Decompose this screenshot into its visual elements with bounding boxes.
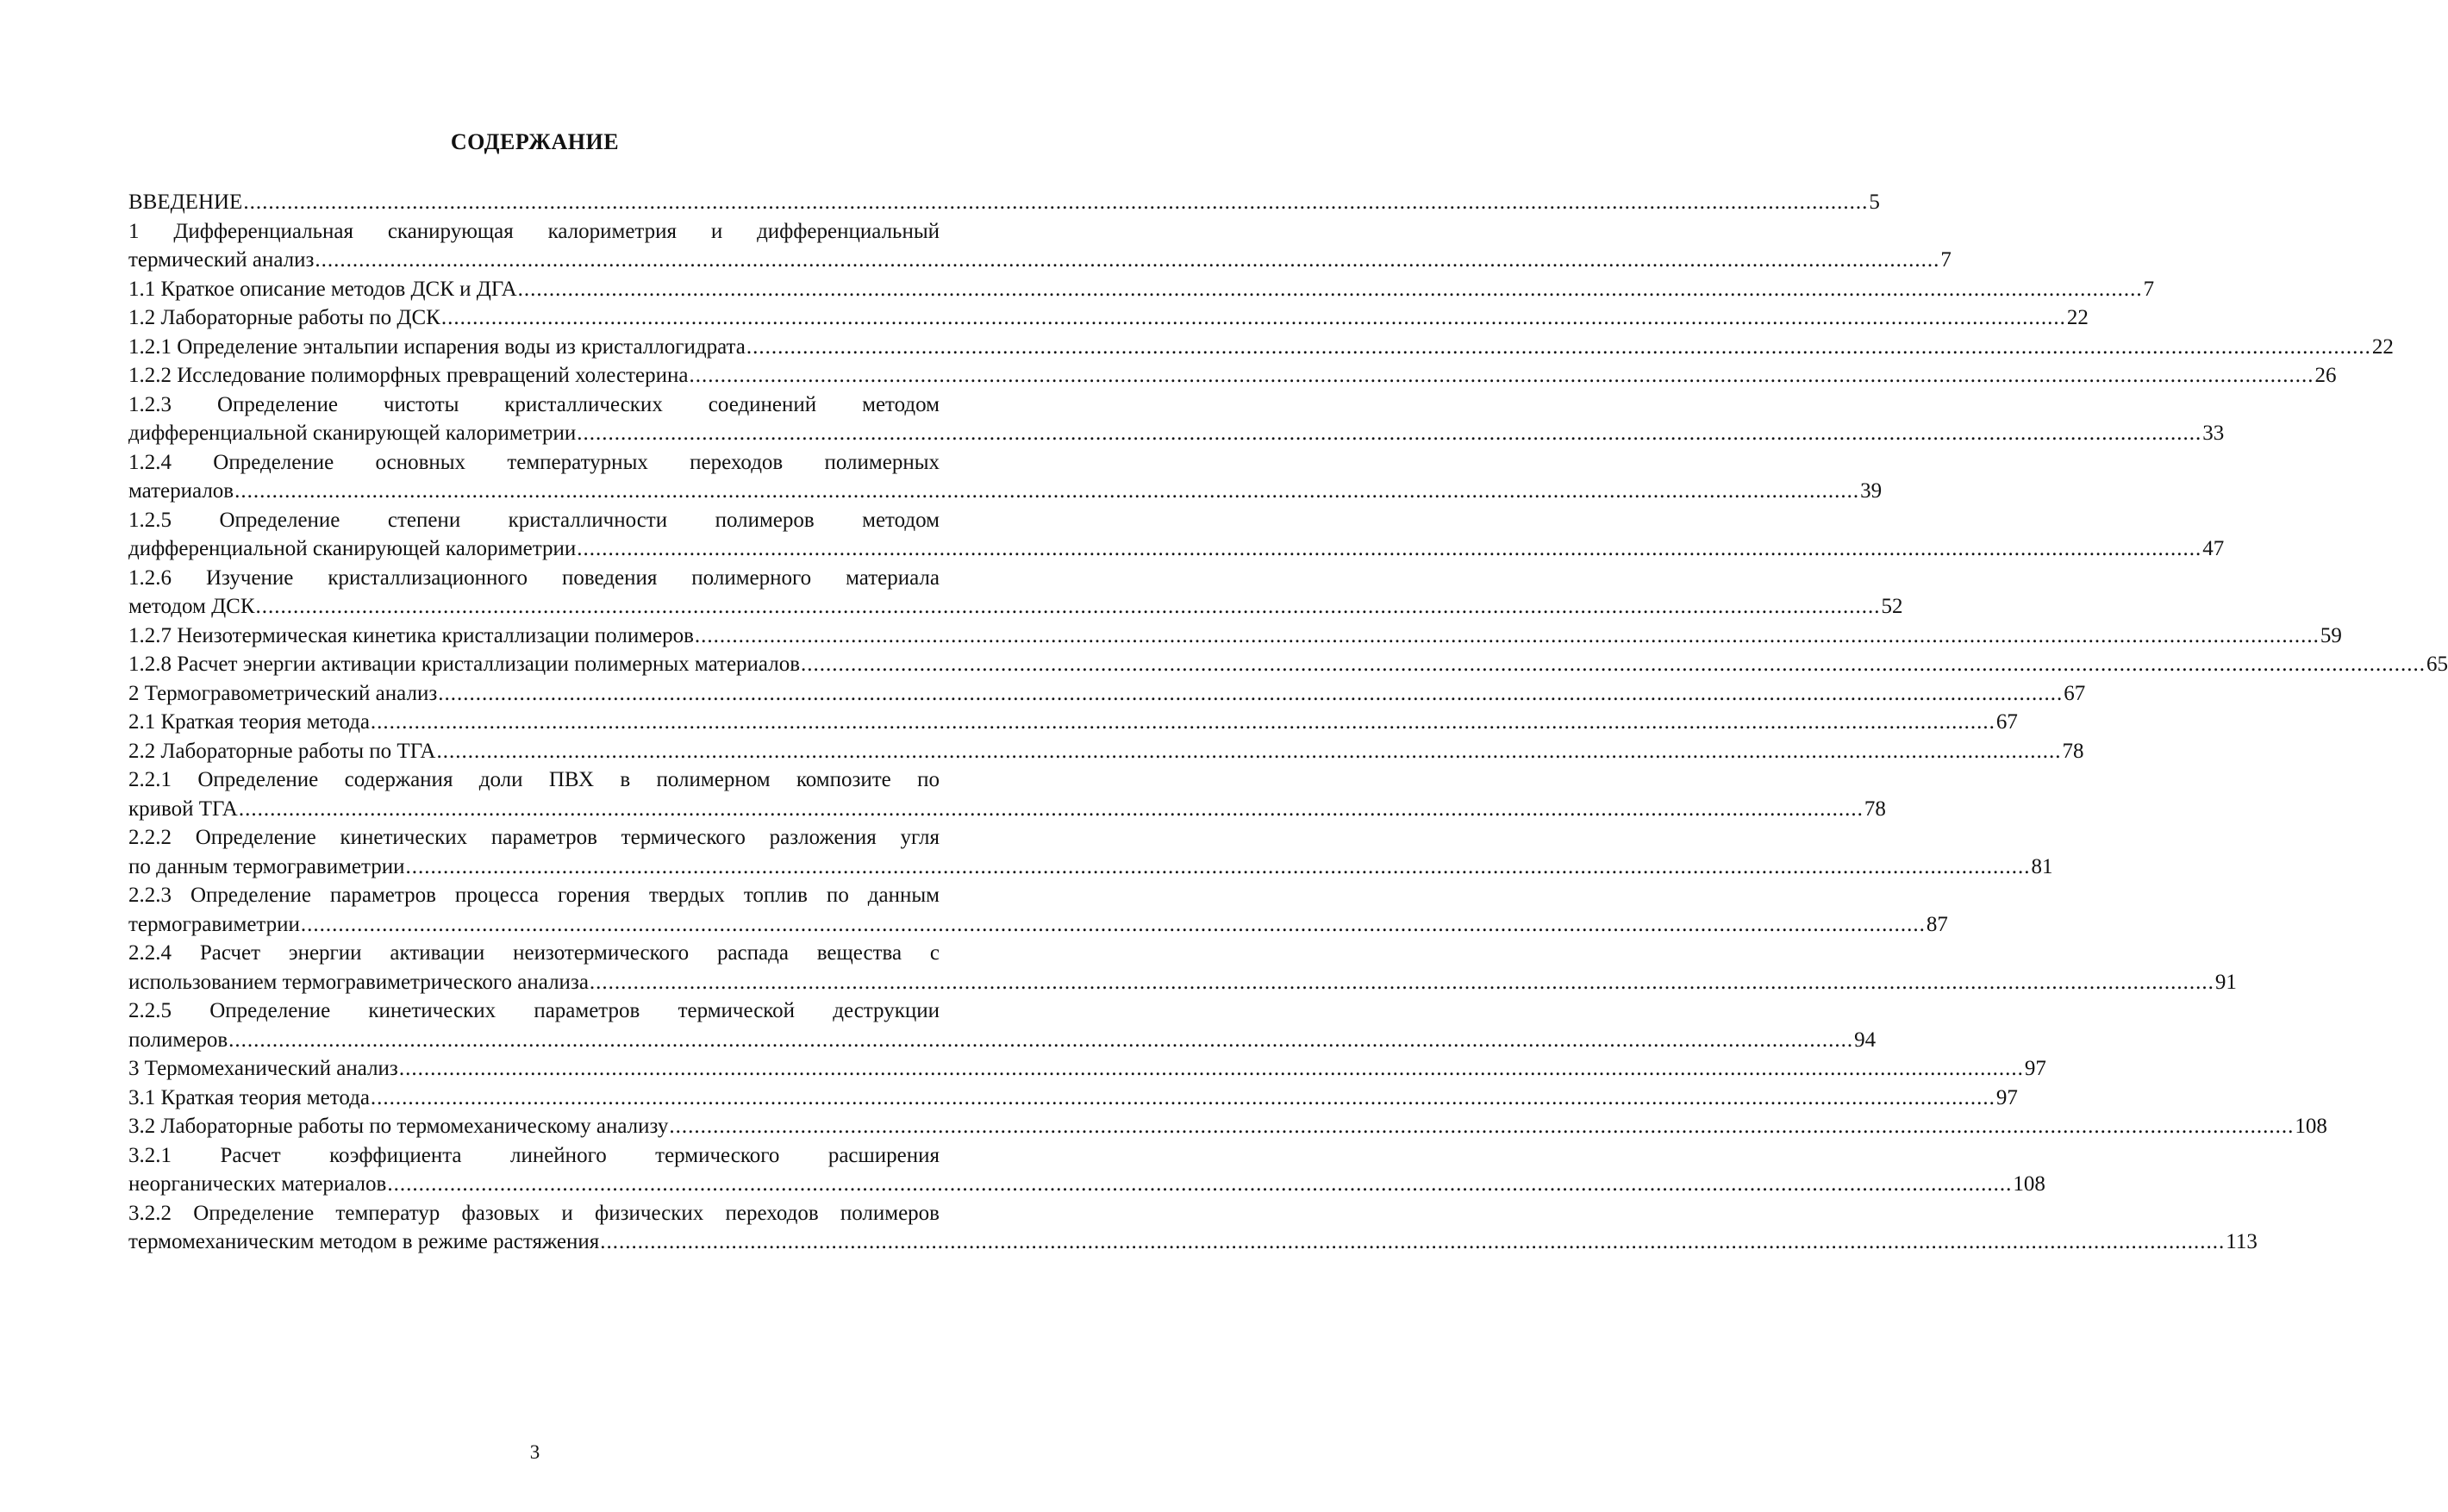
toc-entry-title: термический анализ xyxy=(128,248,315,272)
toc-entry-page: 7 xyxy=(1940,248,1952,272)
toc-entry xyxy=(128,506,2225,564)
dot-leader: .................................................................................................................................................................................................................................................................... xyxy=(577,422,2202,445)
dot-leader: .................................................................................................................................................................................................................................................................... xyxy=(801,653,2426,676)
toc-entry-title: ВВЕДЕНИЕ xyxy=(128,191,243,214)
toc-entry-title: 2.2 Лабораторные работы по ТГА xyxy=(128,739,436,763)
toc-entry-page: 39 xyxy=(1860,479,1883,503)
toc-entry-title: по данным термогравиметрии xyxy=(128,854,405,878)
toc-entry-title-line: 2.2.4 Расчет энергии активации неизотермического распада вещества с xyxy=(128,941,940,965)
toc-entry-page: 22 xyxy=(2371,334,2394,359)
toc-entry-title-line: 1 Дифференциальная сканирующая калориметрия и дифференциальный xyxy=(128,219,940,243)
toc-entry xyxy=(128,622,2342,651)
toc-entry-page: 94 xyxy=(1854,1028,1877,1052)
toc-entry-page: 7 xyxy=(2143,277,2155,301)
toc-entry-title-line: 1.2.4 Определение основных температурных переходов полимерных xyxy=(128,450,940,474)
toc-entry xyxy=(128,765,1886,823)
toc-entry-title-line: 1.2.3 Определение чистоты кристаллических соединений методом xyxy=(128,392,940,416)
toc-entry-title: 1.1 Краткое описание методов ДСК и ДГА xyxy=(128,277,517,301)
toc-entry-page: 22 xyxy=(2066,306,2089,329)
toc-entry-row xyxy=(128,275,2155,304)
toc-entry-title: 2.1 Краткая теория метода xyxy=(128,710,370,734)
toc-entry-row xyxy=(128,1112,2327,1141)
toc-entry xyxy=(128,390,2225,448)
toc-entry-page: 78 xyxy=(2062,739,2084,763)
toc-entry-title: полимеров xyxy=(128,1028,228,1052)
dot-leader: .................................................................................................................................................................................................................................................................... xyxy=(370,710,1995,734)
toc-entry-row xyxy=(128,622,2342,651)
toc-entry-row xyxy=(128,534,2225,564)
toc-entry xyxy=(128,1141,2045,1199)
dot-leader: .................................................................................................................................................................................................................................................................... xyxy=(243,191,1869,214)
toc-entry-row xyxy=(128,679,2086,709)
toc-entry xyxy=(128,1112,2327,1141)
dot-leader: .................................................................................................................................................................................................................................................................... xyxy=(315,248,1940,272)
toc-entry xyxy=(128,823,2053,881)
toc-entry-page: 67 xyxy=(2064,681,2086,705)
toc-entry-title: 1.2.7 Неизотермическая кинетика кристаллизации полимеров xyxy=(128,623,694,647)
toc-entry-title: дифференциальной сканирующей калориметрии xyxy=(128,422,577,445)
toc-entry-page: 81 xyxy=(2031,854,2053,878)
toc-entry-row xyxy=(128,1084,2018,1113)
toc-entry-row xyxy=(128,188,1880,217)
toc-entry xyxy=(128,217,1952,275)
toc-entry-title: 1.2.8 Расчет энергии активации кристаллизации полимерных материалов xyxy=(128,653,801,676)
toc-entry-page: 97 xyxy=(1995,1085,2018,1109)
toc-entry-row xyxy=(128,592,1903,622)
toc-entry-row xyxy=(128,1026,1877,1055)
toc-entry-title: кривой ТГА xyxy=(128,797,238,821)
toc-entry xyxy=(128,650,2448,679)
toc-entry xyxy=(128,881,1948,939)
toc-entry-title: неорганических материалов xyxy=(128,1172,387,1196)
toc-entry-row xyxy=(128,477,1883,506)
dot-leader: .................................................................................................................................................................................................................................................................... xyxy=(746,334,2371,359)
dot-leader: .................................................................................................................................................................................................................................................................... xyxy=(577,537,2202,560)
toc-entry-row xyxy=(128,1054,2046,1084)
toc-entry xyxy=(128,1084,2018,1113)
toc-entry-page: 108 xyxy=(2013,1172,2045,1196)
toc-entry-title-line: 2.2.5 Определение кинетических параметров термической деструкции xyxy=(128,999,940,1022)
toc-entry-title-line: 2.2.2 Определение кинетических параметров термического разложения угля xyxy=(128,826,940,849)
toc-entry-row xyxy=(128,1228,2258,1257)
toc-entry-page: 87 xyxy=(1926,912,1948,936)
toc-entry-row xyxy=(128,1170,2045,1199)
toc-entry-page: 97 xyxy=(2024,1057,2046,1080)
toc-entry-title: 3.2 Лабораторные работы по термомеханическому анализу xyxy=(128,1115,669,1138)
toc-entry xyxy=(128,1054,2046,1084)
toc-entry-title: 2 Термогравометрический анализ xyxy=(128,681,438,705)
toc-entry-title: 1.2.1 Определение энтальпии испарения воды из кристаллогидрата xyxy=(128,334,746,359)
dot-leader: .................................................................................................................................................................................................................................................................... xyxy=(436,739,2062,763)
toc-entry-page: 65 xyxy=(2426,653,2448,676)
dot-leader: .................................................................................................................................................................................................................................................................... xyxy=(440,306,2066,329)
toc-entry-row xyxy=(128,795,1886,824)
dot-leader: .................................................................................................................................................................................................................................................................... xyxy=(669,1115,2295,1138)
toc-entry-title-line: 2.2.3 Определение параметров процесса горения твердых топлив по данным xyxy=(128,884,940,907)
toc-entry-title: материалов xyxy=(128,479,234,503)
toc-entry-row xyxy=(128,303,2089,333)
toc-entry-page: 113 xyxy=(2226,1230,2258,1253)
toc-entry-row xyxy=(128,361,2337,390)
toc-entry-title: дифференциальной сканирующей калориметрии xyxy=(128,537,577,560)
toc-entry xyxy=(128,188,1880,217)
toc-entry-title-line: 3.2.1 Расчет коэффициента линейного термического расширения xyxy=(128,1143,940,1167)
dot-leader: .................................................................................................................................................................................................................................................................... xyxy=(517,277,2143,301)
toc-entry xyxy=(128,1199,2258,1257)
toc-entry-row xyxy=(128,708,2018,737)
toc-entry-row xyxy=(128,419,2225,448)
toc-entry-title-line: 1.2.5 Определение степени кристалличности полимеров методом xyxy=(128,508,940,532)
dot-leader: .................................................................................................................................................................................................................................................................... xyxy=(370,1085,1995,1109)
toc-entry xyxy=(128,448,1883,506)
table-of-contents xyxy=(128,188,2448,1257)
toc-entry xyxy=(128,939,2237,997)
toc-entry xyxy=(128,275,2155,304)
toc-entry-row xyxy=(128,333,2394,362)
toc-entry-page: 91 xyxy=(2214,970,2237,994)
toc-entry-page: 59 xyxy=(2320,623,2342,647)
toc-entry xyxy=(128,303,2089,333)
toc-entry xyxy=(128,997,1877,1054)
toc-entry-page: 33 xyxy=(2202,422,2225,445)
dot-leader: .................................................................................................................................................................................................................................................................... xyxy=(694,623,2320,647)
toc-entry-title: 3 Термомеханический анализ xyxy=(128,1057,398,1080)
toc-entry-row xyxy=(128,968,2237,997)
dot-leader: .................................................................................................................................................................................................................................................................... xyxy=(398,1057,2024,1080)
toc-entry-row xyxy=(128,650,2448,679)
dot-leader: .................................................................................................................................................................................................................................................................... xyxy=(300,912,1926,936)
toc-entry xyxy=(128,679,2086,709)
dot-leader: .................................................................................................................................................................................................................................................................... xyxy=(238,797,1864,821)
toc-entry-page: 52 xyxy=(1881,595,1903,618)
toc-entry-title-line: 3.2.2 Определение температур фазовых и физических переходов полимеров xyxy=(128,1201,940,1225)
toc-entry-title: термомеханическим методом в режиме растяжения xyxy=(128,1230,600,1253)
dot-leader: .................................................................................................................................................................................................................................................................... xyxy=(589,970,2214,994)
dot-leader: .................................................................................................................................................................................................................................................................... xyxy=(689,364,2314,387)
toc-entry-page: 5 xyxy=(1869,191,1880,214)
toc-entry-row xyxy=(128,246,1952,275)
page-title: СОДЕРЖАНИЕ xyxy=(450,129,620,154)
toc-entry xyxy=(128,333,2394,362)
toc-entry-page: 26 xyxy=(2314,364,2337,387)
toc-entry-row xyxy=(128,853,2053,882)
dot-leader: .................................................................................................................................................................................................................................................................... xyxy=(387,1172,2013,1196)
dot-leader: .................................................................................................................................................................................................................................................................... xyxy=(438,681,2064,705)
dot-leader: .................................................................................................................................................................................................................................................................... xyxy=(405,854,2031,878)
toc-entry xyxy=(128,564,1903,622)
toc-entry-page: 67 xyxy=(1995,710,2018,734)
toc-entry-title: методом ДСК xyxy=(128,595,255,618)
toc-entry-page: 47 xyxy=(2202,537,2225,560)
toc-entry-title: 1.2.2 Исследование полиморфных превращений холестерина xyxy=(128,364,689,387)
toc-entry-title-line: 2.2.1 Определение содержания доли ПВХ в полимерном композите по xyxy=(128,768,940,791)
toc-entry xyxy=(128,708,2018,737)
toc-entry-row xyxy=(128,737,2084,766)
toc-entry-title: 3.1 Краткая теория метода xyxy=(128,1085,370,1109)
toc-entry-title: 1.2 Лабораторные работы по ДСК xyxy=(128,306,440,329)
toc-entry-row xyxy=(128,910,1948,940)
dot-leader: .................................................................................................................................................................................................................................................................... xyxy=(228,1028,1854,1052)
dot-leader: .................................................................................................................................................................................................................................................................... xyxy=(255,595,1881,618)
dot-leader: .................................................................................................................................................................................................................................................................... xyxy=(234,479,1860,503)
dot-leader: .................................................................................................................................................................................................................................................................... xyxy=(600,1230,2226,1253)
toc-entry-title: использованием термогравиметрического анализа xyxy=(128,970,589,994)
toc-entry-page: 78 xyxy=(1864,797,1886,821)
toc-entry xyxy=(128,361,2337,390)
toc-entry xyxy=(128,737,2084,766)
toc-entry-title: термогравиметрии xyxy=(128,912,300,936)
toc-entry-title-line: 1.2.6 Изучение кристаллизационного поведения полимерного материала xyxy=(128,565,940,590)
page-number: 3 xyxy=(529,1441,540,1463)
toc-entry-page: 108 xyxy=(2295,1115,2327,1138)
